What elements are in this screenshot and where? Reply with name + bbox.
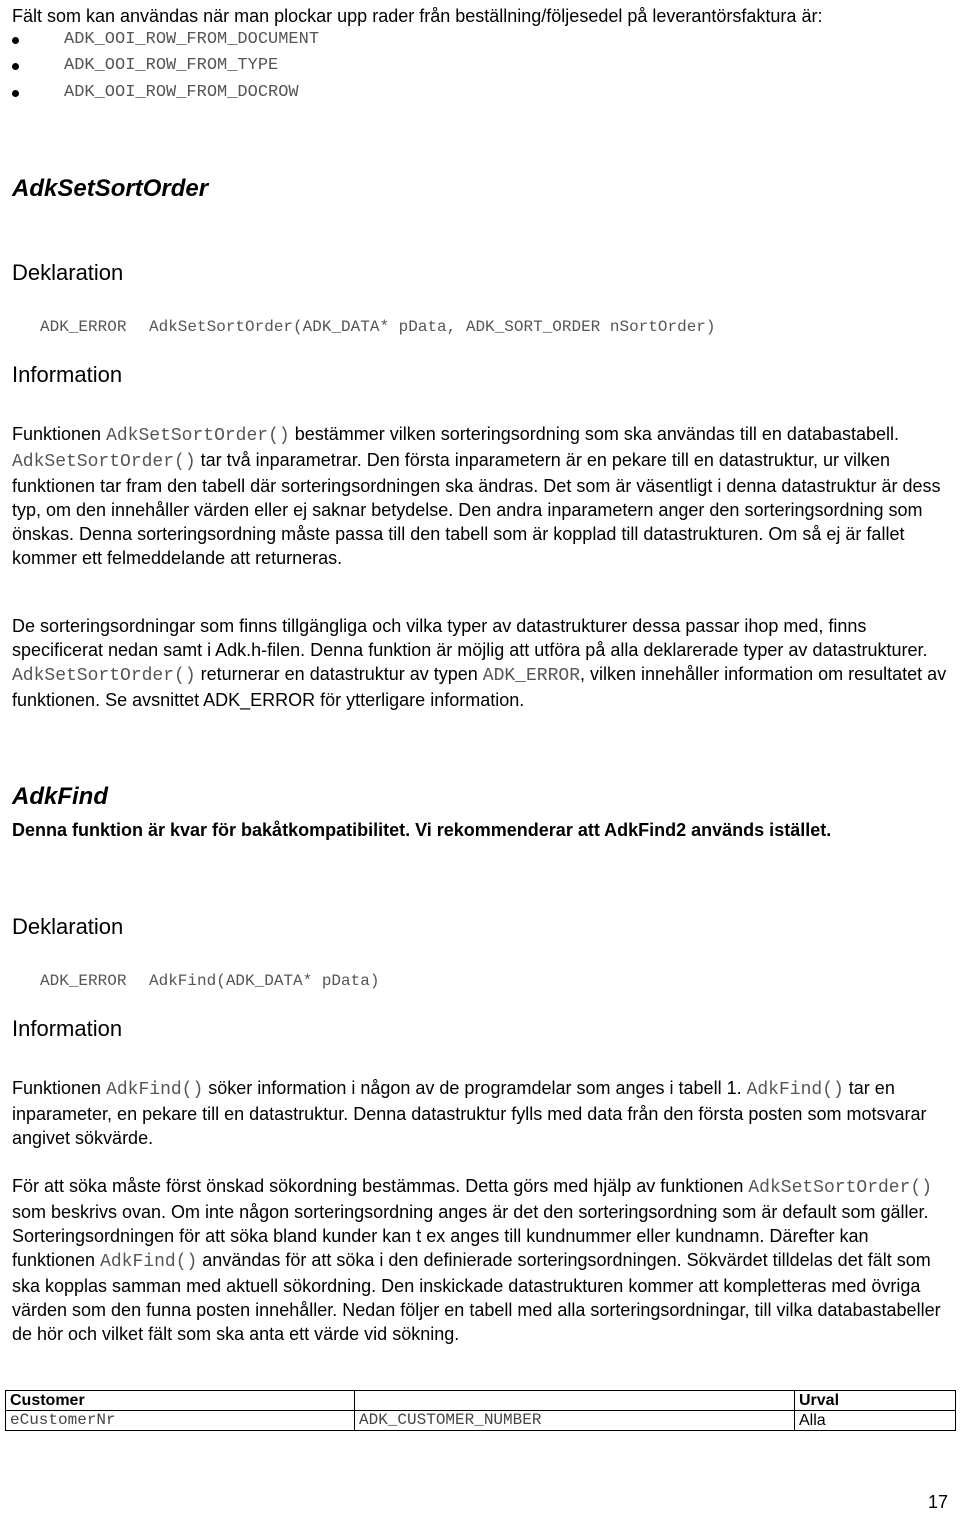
code-ref: AdkSetSortOrder() bbox=[12, 666, 196, 686]
code-ref: AdkSetSortOrder() bbox=[12, 452, 196, 472]
table-cell: eCustomerNr bbox=[6, 1411, 355, 1431]
table-header-row bbox=[6, 1391, 956, 1411]
declaration-heading: Deklaration bbox=[12, 914, 124, 939]
paragraph: För att söka måste först önskad sökordning bestämmas. Detta görs med hjälp av funktionen AdkSetSortOrder() som beskrivs ovan. Om inte någon sorteringsordning anges är det den sorteringsordning som är default som gäller. Sorteringsordningen för att söka bland kunder kan t ex anges till kundnummer eller kundnamn. Därefter kan funktionen AdkFind() användas för att söka i den definierade sorteringsordningen. Sökvärdet tilldelas det fält som ska kopplas samman med aktuell sökordning. Den inskickade datastrukturen kommer att kompletteras med övriga värden som den funna posten innehåller. Nedan följer en tabell med alla sorteringsordningar, till vilka databastabeller de hör och vilket fält som ska anta ett värde vid sökning. bbox=[12, 1176, 941, 1344]
field-name: ADK_OOI_ROW_FROM_TYPE bbox=[64, 56, 279, 75]
bullet-icon bbox=[12, 90, 19, 97]
paragraph: De sorteringsordningar som finns tillgängliga och vilka typer av datastrukturer dessa passar ihop med, finns specificerat nedan samt i Adk.h-filen. Denna funktion är möjlig att utföra på alla deklarerade typer av datastrukturer. AdkSetSortOrder() returnerar en datastruktur av typen ADK_ERROR, vilken innehåller information om resultatet av funktionen. Se avsnittet ADK_ERROR för ytterligare information. bbox=[12, 616, 947, 710]
declaration-return-type: ADK_ERROR bbox=[40, 318, 127, 336]
section-title: AdkFind bbox=[12, 783, 108, 810]
table-header-cell: Customer bbox=[6, 1391, 355, 1411]
declaration-return-type: ADK_ERROR bbox=[40, 972, 127, 990]
table-header-cell bbox=[355, 1391, 795, 1411]
declaration-signature: AdkSetSortOrder(ADK_DATA* pData, ADK_SORT_ORDER nSortOrder) bbox=[149, 318, 716, 336]
intro-text: Fält som kan användas när man plockar upp rader från beställning/följesedel på leverantörsfaktura är: bbox=[12, 6, 823, 26]
code-ref: AdkFind() bbox=[746, 1080, 844, 1100]
bullet-icon bbox=[12, 63, 19, 70]
paragraph: Funktionen AdkFind() söker information i någon av de programdelar som anges i tabell 1. AdkFind() tar en inparameter, en pekare till en datastruktur. Denna datastruktur fylls med data från den första posten som motsvarar angivet sökvärde. bbox=[12, 1078, 927, 1148]
information-heading: Information bbox=[12, 1016, 123, 1041]
paragraph: Funktionen AdkSetSortOrder() bestämmer vilken sorteringsordning som ska användas till en databastabell. AdkSetSortOrder() tar två inparametrar. Den första inparametern är en pekare till en datastruktur, ur vilken funktionen tar fram den tabell där sorteringsordningen ska ändras. Det som är väsentligt i denna datastruktur är dess typ, om den innehåller värden eller ej saknar betydelse. Den andra inparametern anger den sorteringsordning som önskas. Denna sorteringsordning måste passa till den tabell som är kopplad till datastrukturen. Om så ej är fallet kommer ett felmeddelande att returneras. bbox=[12, 424, 941, 568]
declaration-heading: Deklaration bbox=[12, 260, 124, 285]
page-number: 17 bbox=[927, 1492, 948, 1512]
code-ref: AdkSetSortOrder() bbox=[106, 426, 290, 446]
deprecation-notice: Denna funktion är kvar för bakåtkompatibilitet. Vi rekommenderar att AdkFind2 används istället. bbox=[12, 820, 832, 840]
field-name: ADK_OOI_ROW_FROM_DOCUMENT bbox=[64, 30, 320, 49]
code-ref: AdkSetSortOrder() bbox=[748, 1178, 933, 1198]
field-name: ADK_OOI_ROW_FROM_DOCROW bbox=[64, 83, 299, 102]
information-heading: Information bbox=[12, 362, 123, 387]
table-cell: ADK_CUSTOMER_NUMBER bbox=[355, 1411, 795, 1431]
table-row bbox=[6, 1411, 956, 1431]
declaration-signature: AdkFind(ADK_DATA* pData) bbox=[149, 972, 380, 990]
section-title: AdkSetSortOrder bbox=[12, 175, 209, 202]
code-ref: ADK_ERROR bbox=[482, 666, 581, 686]
table-header-cell: Urval bbox=[795, 1391, 956, 1411]
bullet-icon bbox=[12, 37, 19, 44]
code-ref: AdkFind() bbox=[100, 1252, 198, 1272]
code-ref: AdkFind() bbox=[106, 1080, 204, 1100]
sort-order-table bbox=[5, 1390, 956, 1431]
table-cell: Alla bbox=[795, 1411, 956, 1431]
